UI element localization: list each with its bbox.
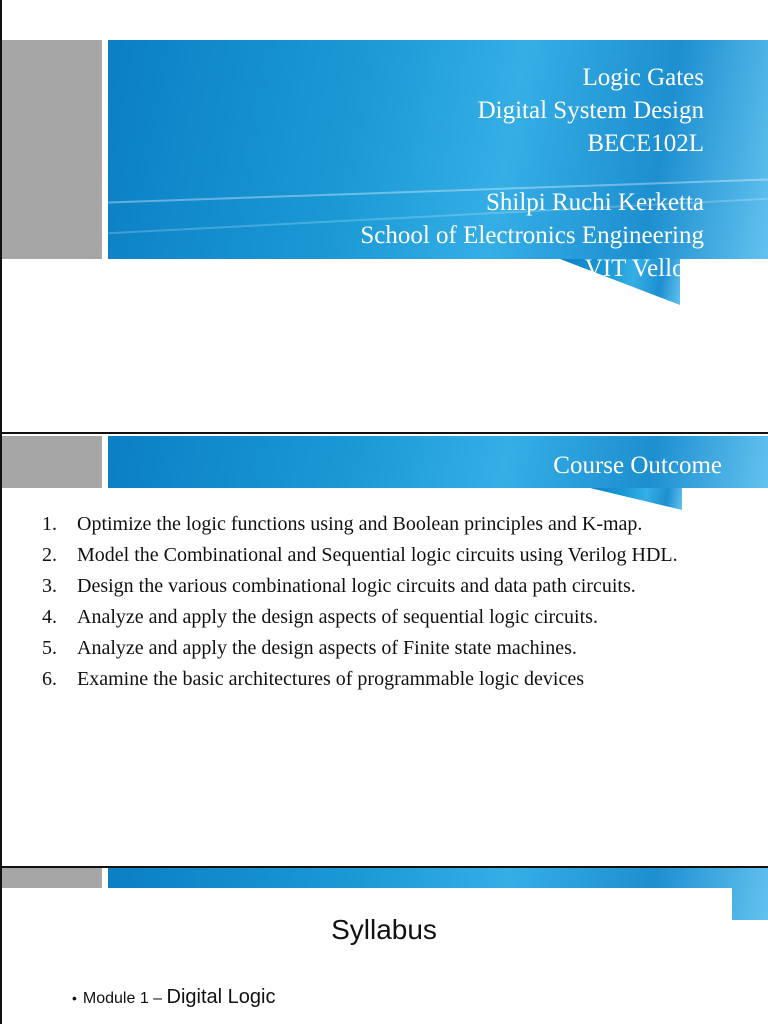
course-outcome-slide [0, 434, 768, 866]
module-label: Module 1 – [82, 990, 163, 1007]
banner-tail [590, 488, 682, 510]
course-name: Digital System Design [477, 97, 704, 124]
module-title: Digital Logic [166, 986, 276, 1008]
slide-border-left [0, 868, 2, 1024]
list-item: 4. Analyze and apply the design aspects of sequential logic circuits. [42, 606, 598, 628]
slide-border-left [0, 434, 2, 866]
list-item: 3. Design the various combinational logic circuits and data path circuits. [42, 575, 636, 597]
slide-title: Logic Gates [582, 64, 704, 91]
module-item [72, 986, 275, 1009]
outcome-list [42, 510, 722, 696]
title-block [360, 61, 704, 285]
list-item: 6. Examine the basic architectures of programmable logic devices [42, 668, 585, 690]
course-code: BECE102L [587, 130, 704, 157]
grey-accent-block [2, 40, 102, 259]
syllabus-slide [0, 868, 768, 1024]
slide-title: Syllabus [331, 914, 437, 945]
slide-title: Course Outcome [553, 452, 722, 479]
list-item: 1. Optimize the logic functions using and Boolean principles and K-map. [42, 513, 643, 535]
list-item: 5. Analyze and apply the design aspects of Finite state machines. [42, 637, 577, 659]
author-school: School of Electronics Engineering [360, 222, 704, 249]
grey-accent-block [2, 868, 102, 888]
title-slide [0, 0, 768, 432]
author-institution: VIT Vellore [584, 255, 704, 282]
author-name: Shilpi Ruchi Kerketta [485, 189, 704, 216]
list-item: 2. Model the Combinational and Sequential logic circuits using Verilog HDL. [42, 544, 678, 566]
grey-accent-block [2, 436, 102, 488]
bullet: • [72, 990, 77, 1006]
